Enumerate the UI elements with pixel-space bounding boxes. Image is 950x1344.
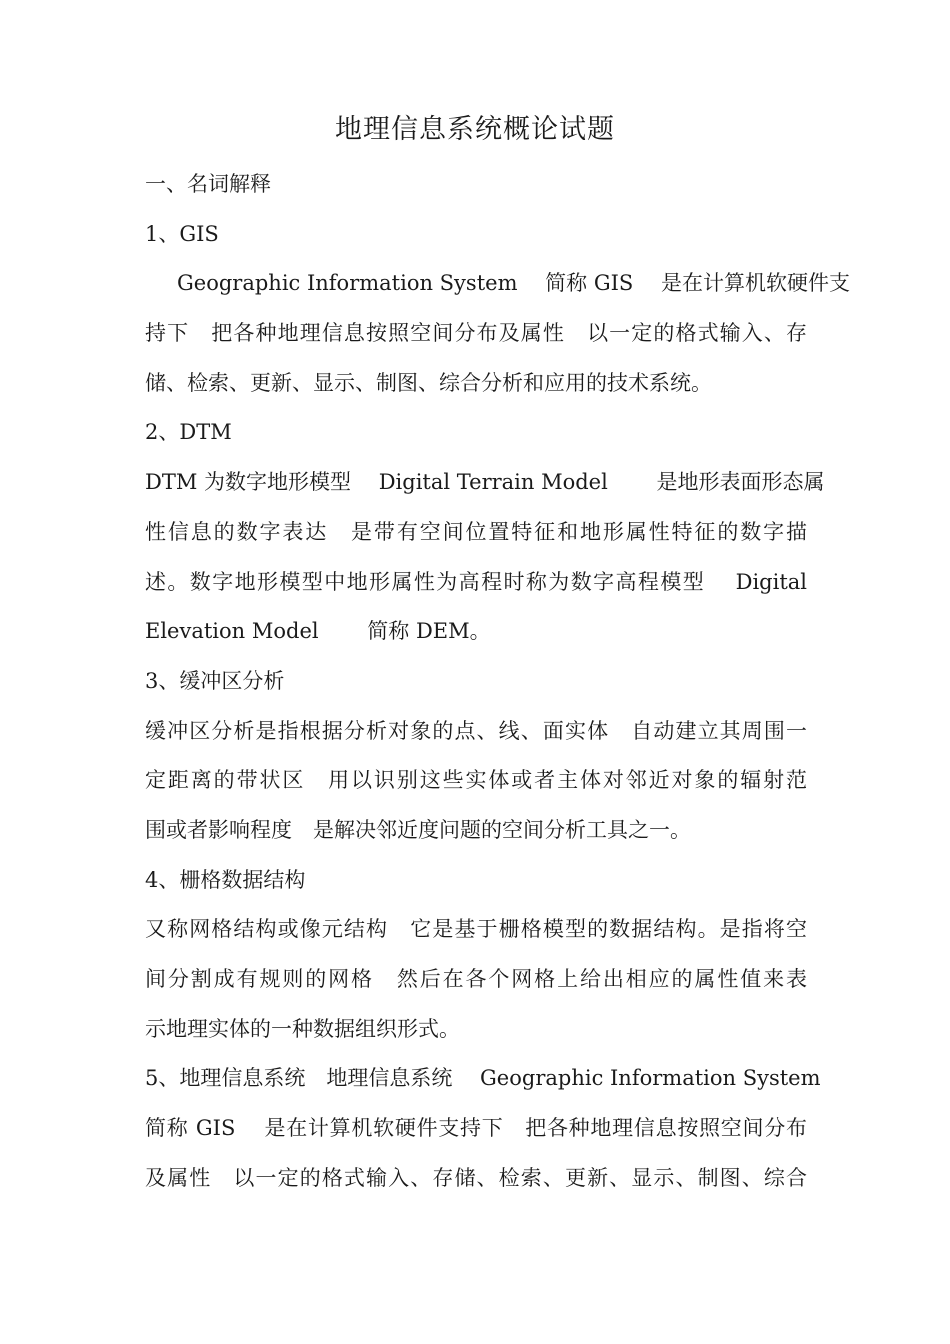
paragraph-line: 围或者影响程度 是解决邻近度问题的空间分析工具之一。 <box>145 817 691 842</box>
paragraph-line: 持下 把各种地理信息按照空间分布及属性 以一定的格式输入、存 <box>145 321 807 346</box>
document-body <box>145 160 850 1203</box>
paragraph-line: DTM 为数字地形模型 Digital Terrain Model 是地形表面形态属 <box>145 470 825 495</box>
paragraph-line: 性信息的数字表达 是带有空间位置特征和地形属性特征的数字描 <box>145 519 807 544</box>
term-heading-dtm: 2、DTM <box>145 420 232 445</box>
term-heading-buffer-analysis: 3、缓冲区分析 <box>145 668 285 693</box>
paragraph-line: 述。数字地形模型中地形属性为高程时称为数字高程模型 Digital <box>145 569 807 594</box>
paragraph-line: 缓冲区分析是指根据分析对象的点、线、面实体 自动建立其周围一 <box>145 718 807 743</box>
term-heading-gis: 1、GIS <box>145 221 219 246</box>
paragraph-line: 示地理实体的一种数据组织形式。 <box>145 1016 460 1041</box>
term-heading-raster-structure: 4、栅格数据结构 <box>145 867 306 892</box>
document-title: 地理信息系统概论试题 <box>335 114 615 145</box>
paragraph-line: 又称网格结构或像元结构 它是基于栅格模型的数据结构。是指将空 <box>145 917 807 942</box>
paragraph-line: Geographic Information System 简称 GIS 是在计算机软硬件支 <box>177 271 850 296</box>
section-heading: 一、名词解释 <box>145 172 271 196</box>
paragraph-line: 简称 GIS 是在计算机软硬件支持下 把各种地理信息按照空间分布 <box>145 1116 807 1141</box>
term-heading-gis-system: 5、地理信息系统 地理信息系统 Geographic Information System <box>145 1066 821 1091</box>
paragraph-line: 间分割成有规则的网格 然后在各个网格上给出相应的属性值来表 <box>145 967 807 991</box>
paragraph-line: 储、检索、更新、显示、制图、综合分析和应用的技术系统。 <box>145 370 712 395</box>
paragraph-line: 及属性 以一定的格式输入、存储、检索、更新、显示、制图、综合 <box>145 1165 807 1190</box>
paragraph-line: 定距离的带状区 用以识别这些实体或者主体对邻近对象的辐射范 <box>145 768 807 793</box>
paragraph-line: Elevation Model 简称 DEM。 <box>145 619 491 644</box>
